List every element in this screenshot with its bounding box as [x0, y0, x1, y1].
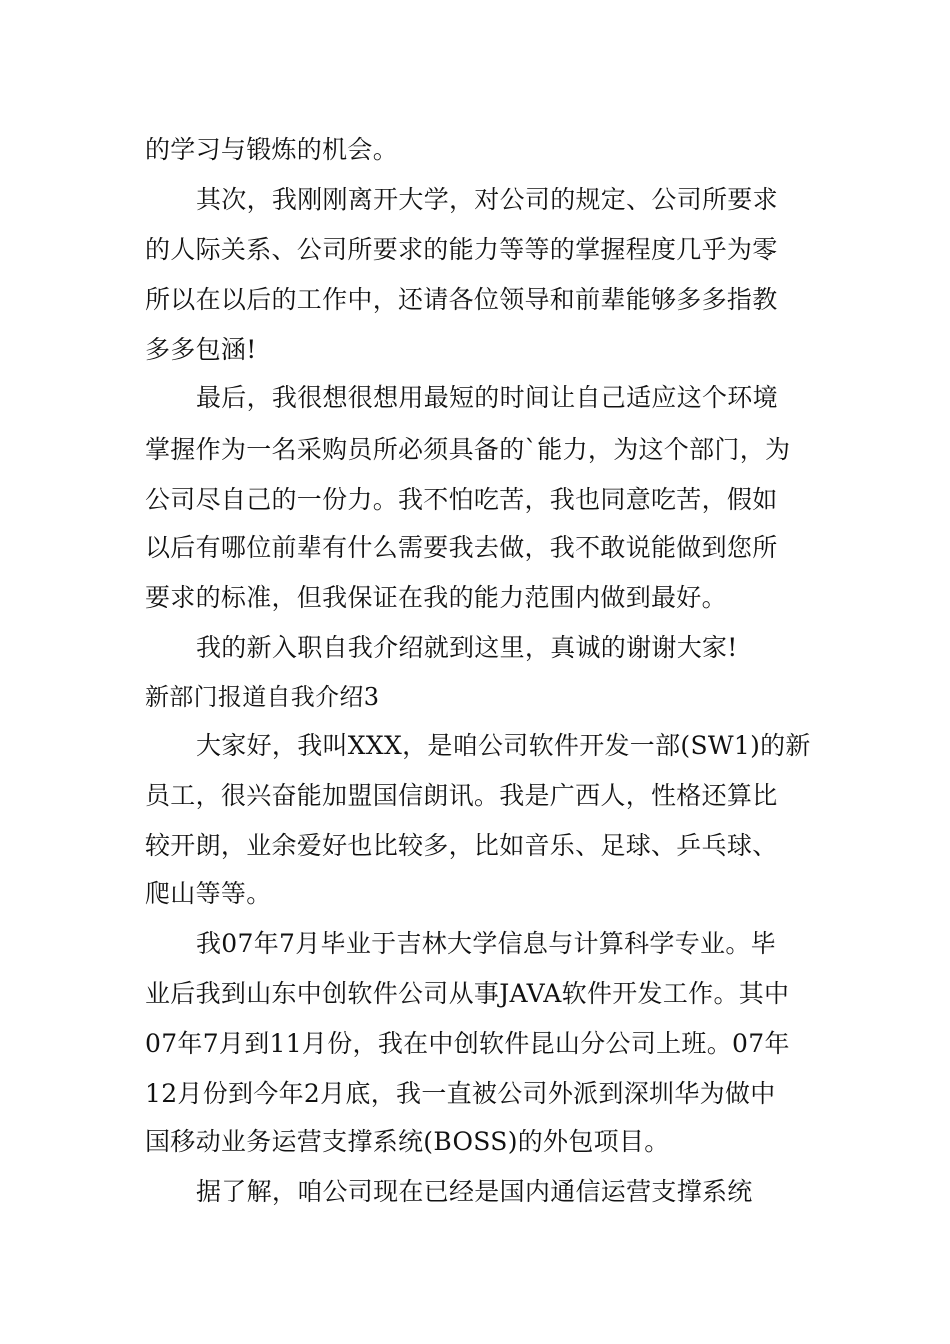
paragraph-line: 我07年7月毕业于吉林大学信息与计算科学专业。毕	[196, 929, 776, 958]
paragraph-line: 07年7月到11月份，我在中创软件昆山分公司上班。07年	[145, 1029, 790, 1058]
paragraph-line: 12月份到今年2月底，我一直被公司外派到深圳华为做中	[145, 1079, 776, 1108]
paragraph-line: 要求的标准，但我保证在我的能力范围内做到最好。	[145, 583, 727, 612]
paragraph-line: 业后我到山东中创软件公司从事JAVA软件开发工作。其中	[145, 979, 790, 1008]
paragraph-line: 国移动业务运营支撑系统(BOSS)的外包项目。	[145, 1127, 670, 1156]
paragraph-line: 公司尽自己的一份力。我不怕吃苦，我也同意吃苦，假如	[145, 485, 778, 514]
paragraph-line: 我的新入职自我介绍就到这里，真诚的谢谢大家!	[196, 633, 738, 662]
paragraph-line: 较开朗，业余爱好也比较多，比如音乐、足球、乒乓球、	[145, 831, 778, 860]
paragraph-line: 员工，很兴奋能加盟国信朗讯。我是广西人，性格还算比	[145, 781, 778, 810]
paragraph-line: 的学习与锻炼的机会。	[145, 135, 399, 164]
paragraph-line: 所以在以后的工作中，还请各位领导和前辈能够多多指教	[145, 285, 778, 314]
paragraph-line: 最后，我很想很想用最短的时间让自己适应这个环境	[196, 383, 778, 412]
paragraph-line: 以后有哪位前辈有什么需要我去做，我不敢说能做到您所	[145, 533, 778, 562]
paragraph-line: 据了解，咱公司现在已经是国内通信运营支撑系统	[196, 1177, 753, 1206]
paragraph-line: 大家好，我叫XXX，是咱公司软件开发一部(SW1)的新	[196, 731, 811, 760]
paragraph-line: 爬山等等。	[145, 879, 272, 908]
paragraph-line: 掌握作为一名采购员所必须具备的`能力，为这个部门，为	[145, 435, 791, 464]
paragraph-line: 多多包涵!	[145, 335, 257, 364]
paragraph-line: 其次，我刚刚离开大学，对公司的规定、公司所要求	[196, 185, 778, 214]
paragraph-line: 的人际关系、公司所要求的能力等等的掌握程度几乎为零	[145, 235, 778, 264]
section-heading: 新部门报道自我介绍3	[145, 683, 380, 711]
